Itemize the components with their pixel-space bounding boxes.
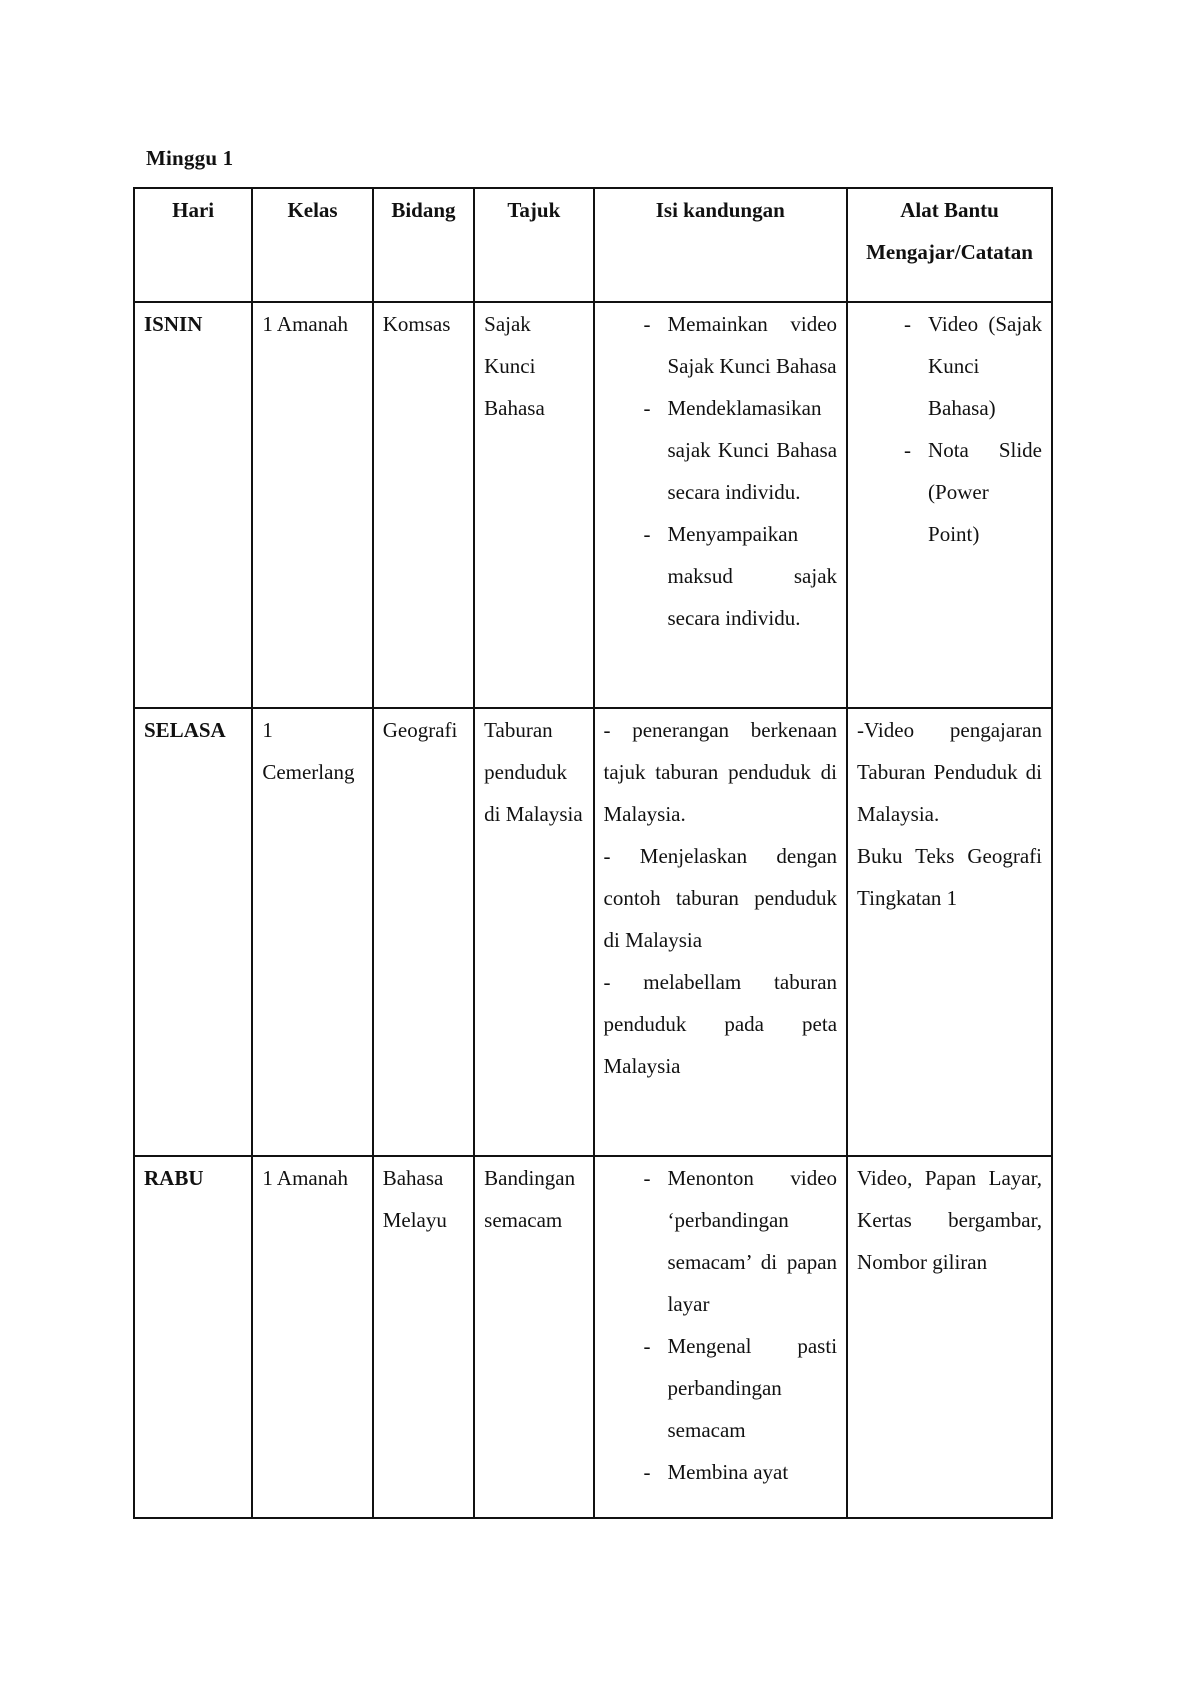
cell-kelas: 1 Cemerlang — [252, 708, 372, 1156]
header-kelas: Kelas — [252, 188, 372, 302]
list-item: - Menyampaikan maksud sajak secara individu. — [604, 513, 838, 639]
list-item: - Mendeklamasikan sajak Kunci Bahasa secara individu. — [604, 387, 838, 513]
cell-bidang: Bahasa Melayu — [373, 1156, 474, 1518]
header-isi-kandungan: Isi kandungan — [594, 188, 848, 302]
header-hari: Hari — [134, 188, 252, 302]
content-line: - Menjelaskan dengan contoh taburan penduduk di Malaysia — [603, 844, 838, 952]
cell-alat-bantu — [847, 708, 1052, 1156]
table-row — [134, 1156, 1052, 1518]
header-bidang: Bidang — [373, 188, 474, 302]
list-item: - Memainkan video Sajak Kunci Bahasa — [604, 303, 838, 387]
content-line: - penerangan berkenaan tajuk taburan penduduk di Malaysia. — [603, 718, 838, 826]
content-line: Video, Papan Layar, Kertas bergambar, Nombor giliran — [857, 1166, 1042, 1274]
list-item: - Nota Slide (Power Point) — [857, 429, 1042, 555]
cell-kelas: 1 Amanah — [252, 302, 372, 708]
cell-tajuk: Taburan penduduk di Malaysia — [474, 708, 593, 1156]
list-item: - Membina ayat — [604, 1451, 838, 1493]
cell-isi-kandungan — [594, 1156, 848, 1518]
content-line: Buku Teks Geografi Tingkatan 1 — [857, 844, 1042, 910]
lesson-plan-table — [133, 187, 1053, 1519]
week-title: Minggu 1 — [146, 146, 234, 170]
cell-tajuk: Bandingan semacam — [474, 1156, 593, 1518]
cell-isi-kandungan — [594, 302, 848, 708]
content-line: -Video pengajaran Taburan Penduduk di Malaysia. — [857, 718, 1042, 826]
list-item: - Mengenal pasti perbandingan semacam — [604, 1325, 838, 1451]
cell-hari: RABU — [134, 1156, 252, 1518]
header-alat-bantu: Alat Bantu Mengajar/Catatan — [847, 188, 1052, 302]
cell-hari: ISNIN — [134, 302, 252, 708]
content-line: - melabellam taburan penduduk pada peta Malaysia — [603, 970, 838, 1078]
cell-bidang: Komsas — [373, 302, 474, 708]
cell-kelas: 1 Amanah — [252, 1156, 372, 1518]
cell-alat-bantu — [847, 1156, 1052, 1518]
cell-bidang: Geografi — [373, 708, 474, 1156]
table-row — [134, 708, 1052, 1156]
table-header-row — [134, 188, 1052, 302]
header-tajuk: Tajuk — [474, 188, 593, 302]
table-row — [134, 302, 1052, 708]
list-item: - Menonton video ‘perbandingan semacam’ di papan layar — [604, 1157, 838, 1325]
list-item: - Video (Sajak Kunci Bahasa) — [857, 303, 1042, 429]
cell-alat-bantu — [847, 302, 1052, 708]
cell-tajuk: Sajak Kunci Bahasa — [474, 302, 593, 708]
cell-hari: SELASA — [134, 708, 252, 1156]
cell-isi-kandungan — [594, 708, 848, 1156]
